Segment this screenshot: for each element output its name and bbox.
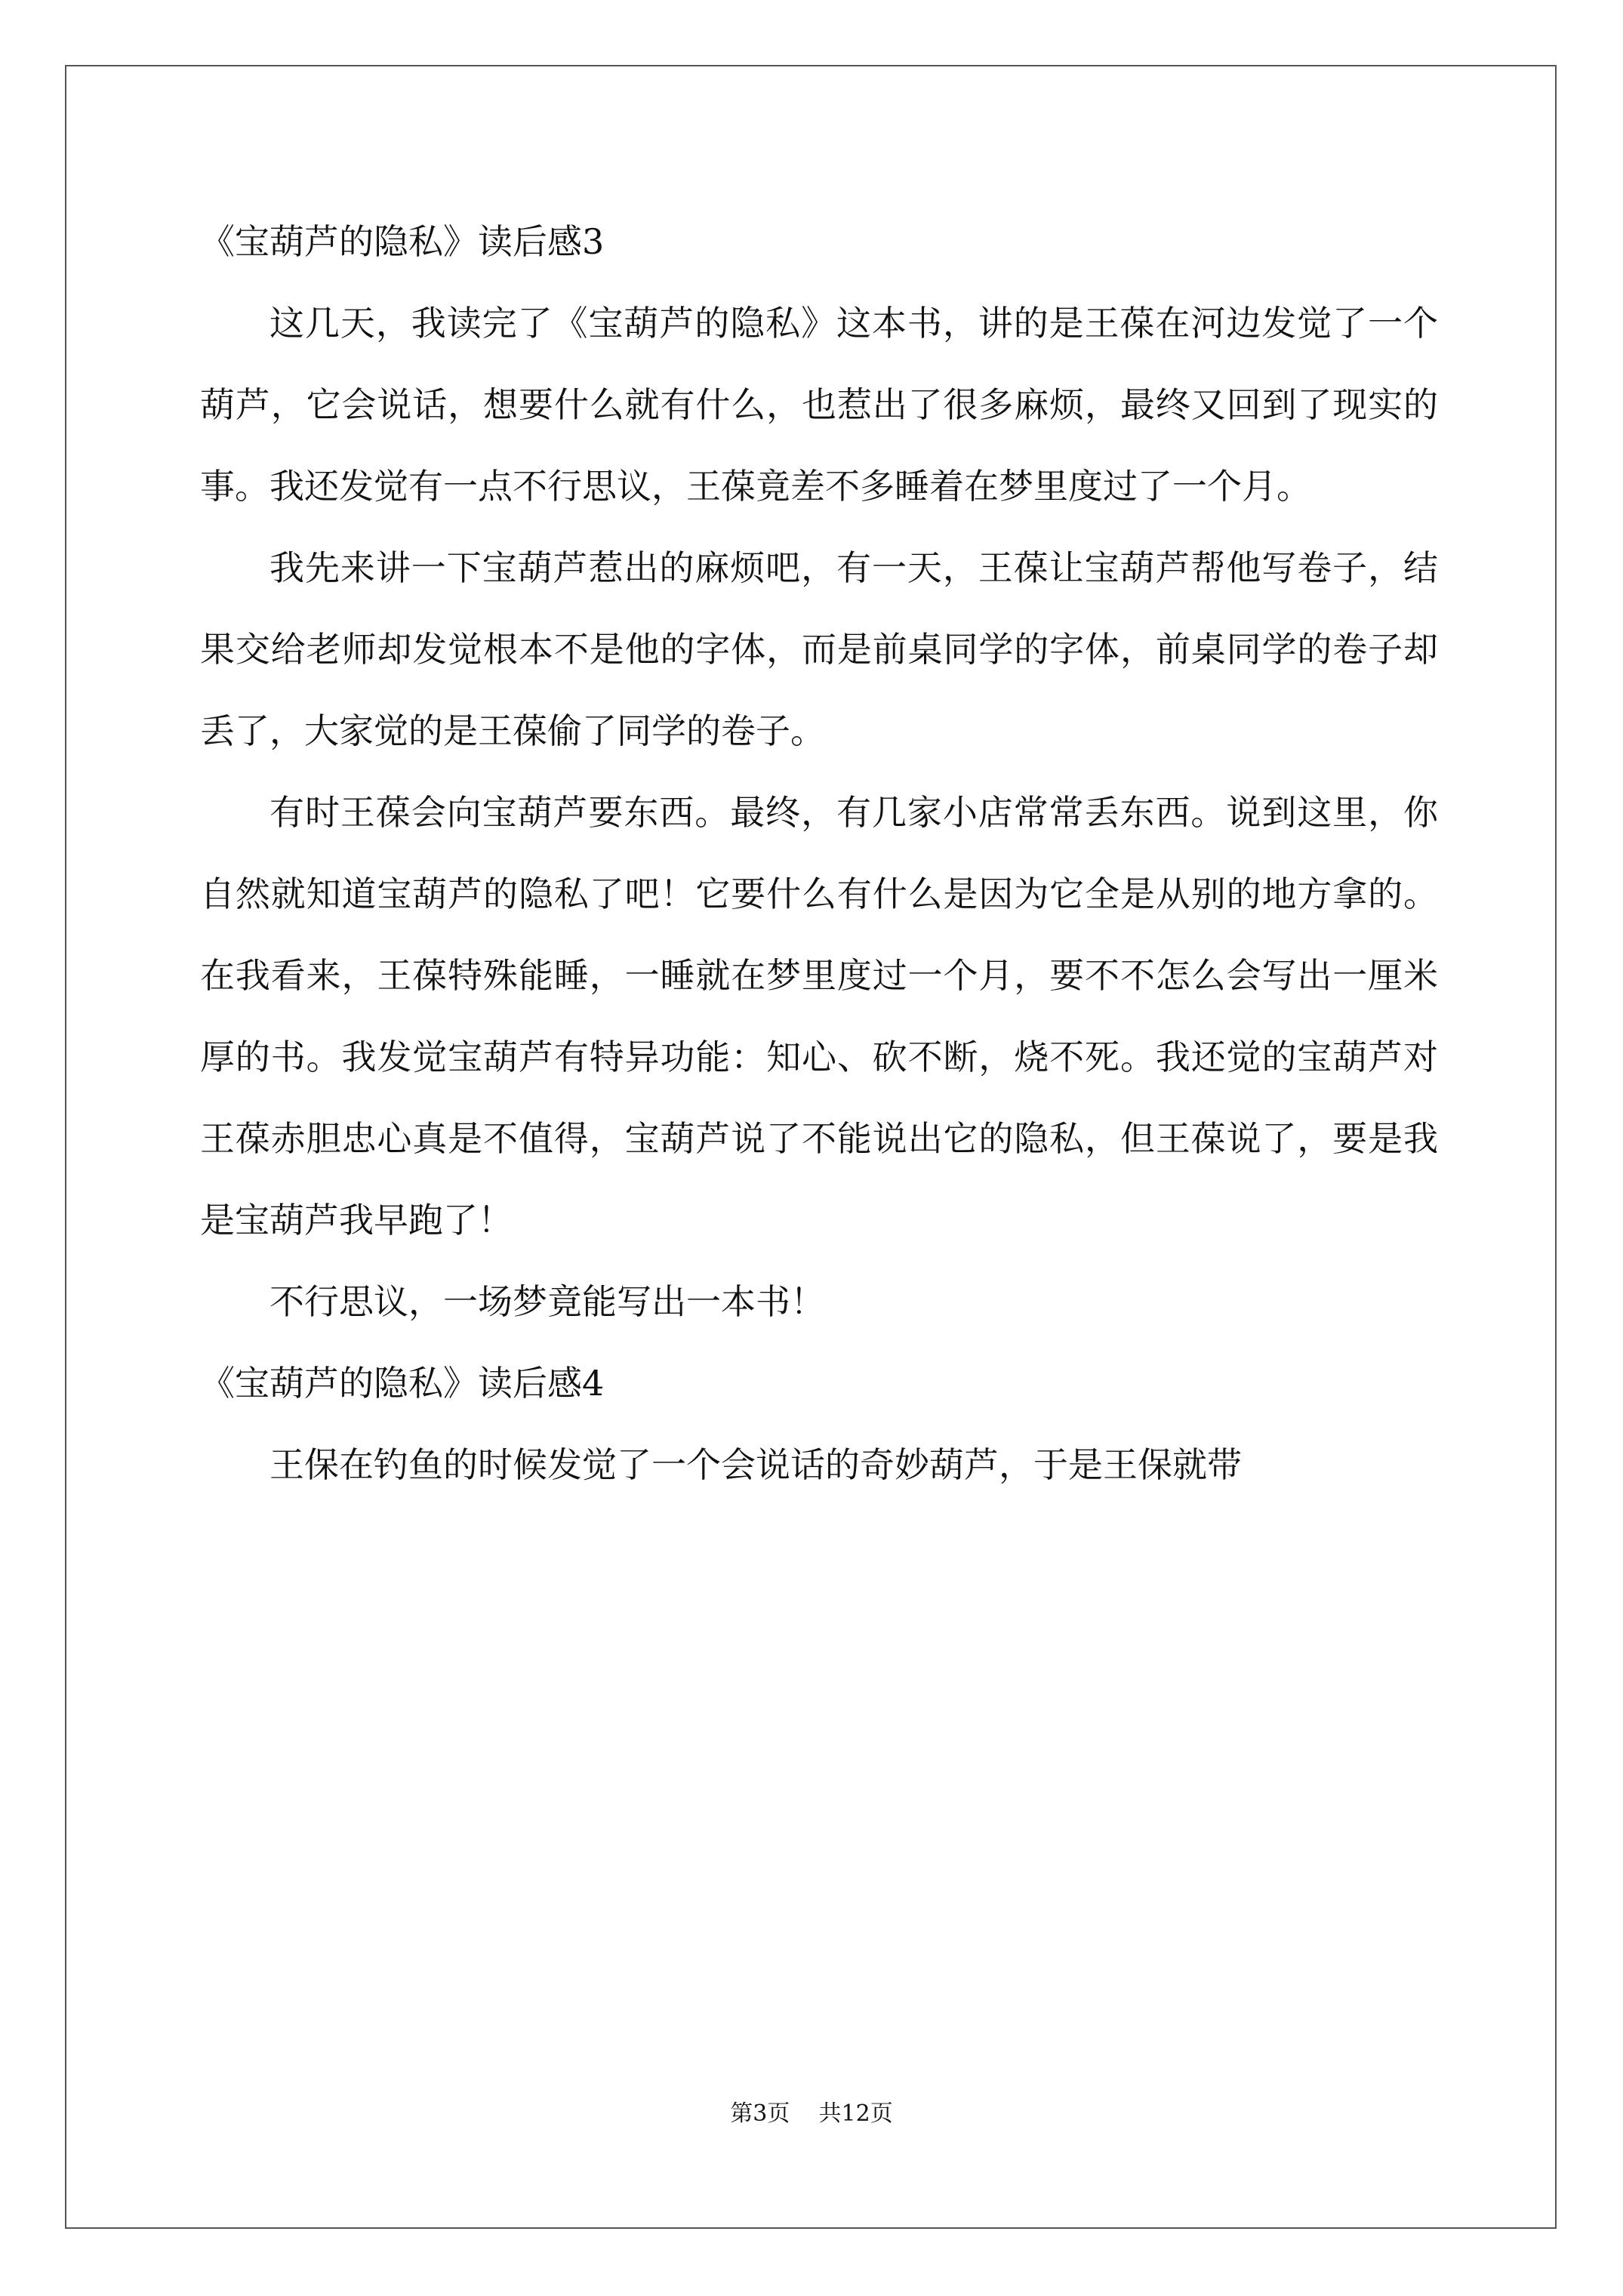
document-body [200,201,1438,1505]
paragraph: 这几天，我读完了《宝葫芦的隐私》这本书，讲的是王葆在河边发觉了一个葫芦，它会说话，想要什么就有什么，也惹出了很多麻烦，最终又回到了现实的事。我还发觉有一点不行思议，王葆竟差不多睡着在梦里度过了一个月。 [200,303,1438,507]
paragraph: 我先来讲一下宝葫芦惹出的麻烦吧，有一天，王葆让宝葫芦帮他写卷子，结果交给老师却发觉根本不是他的字体，而是前桌同学的字体，前桌同学的卷子却丢了，大家觉的是王葆偷了同学的卷子。 [200,547,1438,751]
page-footer [0,2099,1623,2129]
paragraph: 不行思议，一场梦竟能写出一本书！ [269,1281,825,1322]
page-total: 共12页 [818,2100,893,2127]
paragraph: 王保在钓鱼的时候发觉了一个会说话的奇妙葫芦，于是王保就带 [269,1444,1242,1485]
page-number: 第3页 [730,2100,790,2127]
section-heading-3: 《宝葫芦的隐私》读后感3 [200,221,605,262]
paragraph: 有时王葆会向宝葫芦要东西。最终，有几家小店常常丢东西。说到这里，你自然就知道宝葫芦的隐私了吧！它要什么有什么是因为它全是从别的地方拿的。在我看来，王葆特殊能睡，一睡就在梦里度过一个月，要不不怎么会写出一厘米厚的书。我发觉宝葫芦有特异功能：知心、砍不断，烧不死。我还觉的宝葫芦对王葆赤胆忠心真是不值得，宝葫芦说了不能说出它的隐私，但王葆说了，要是我是宝葫芦我早跑了！ [200,792,1438,1240]
section-heading-4: 《宝葫芦的隐私》读后感4 [200,1363,605,1404]
